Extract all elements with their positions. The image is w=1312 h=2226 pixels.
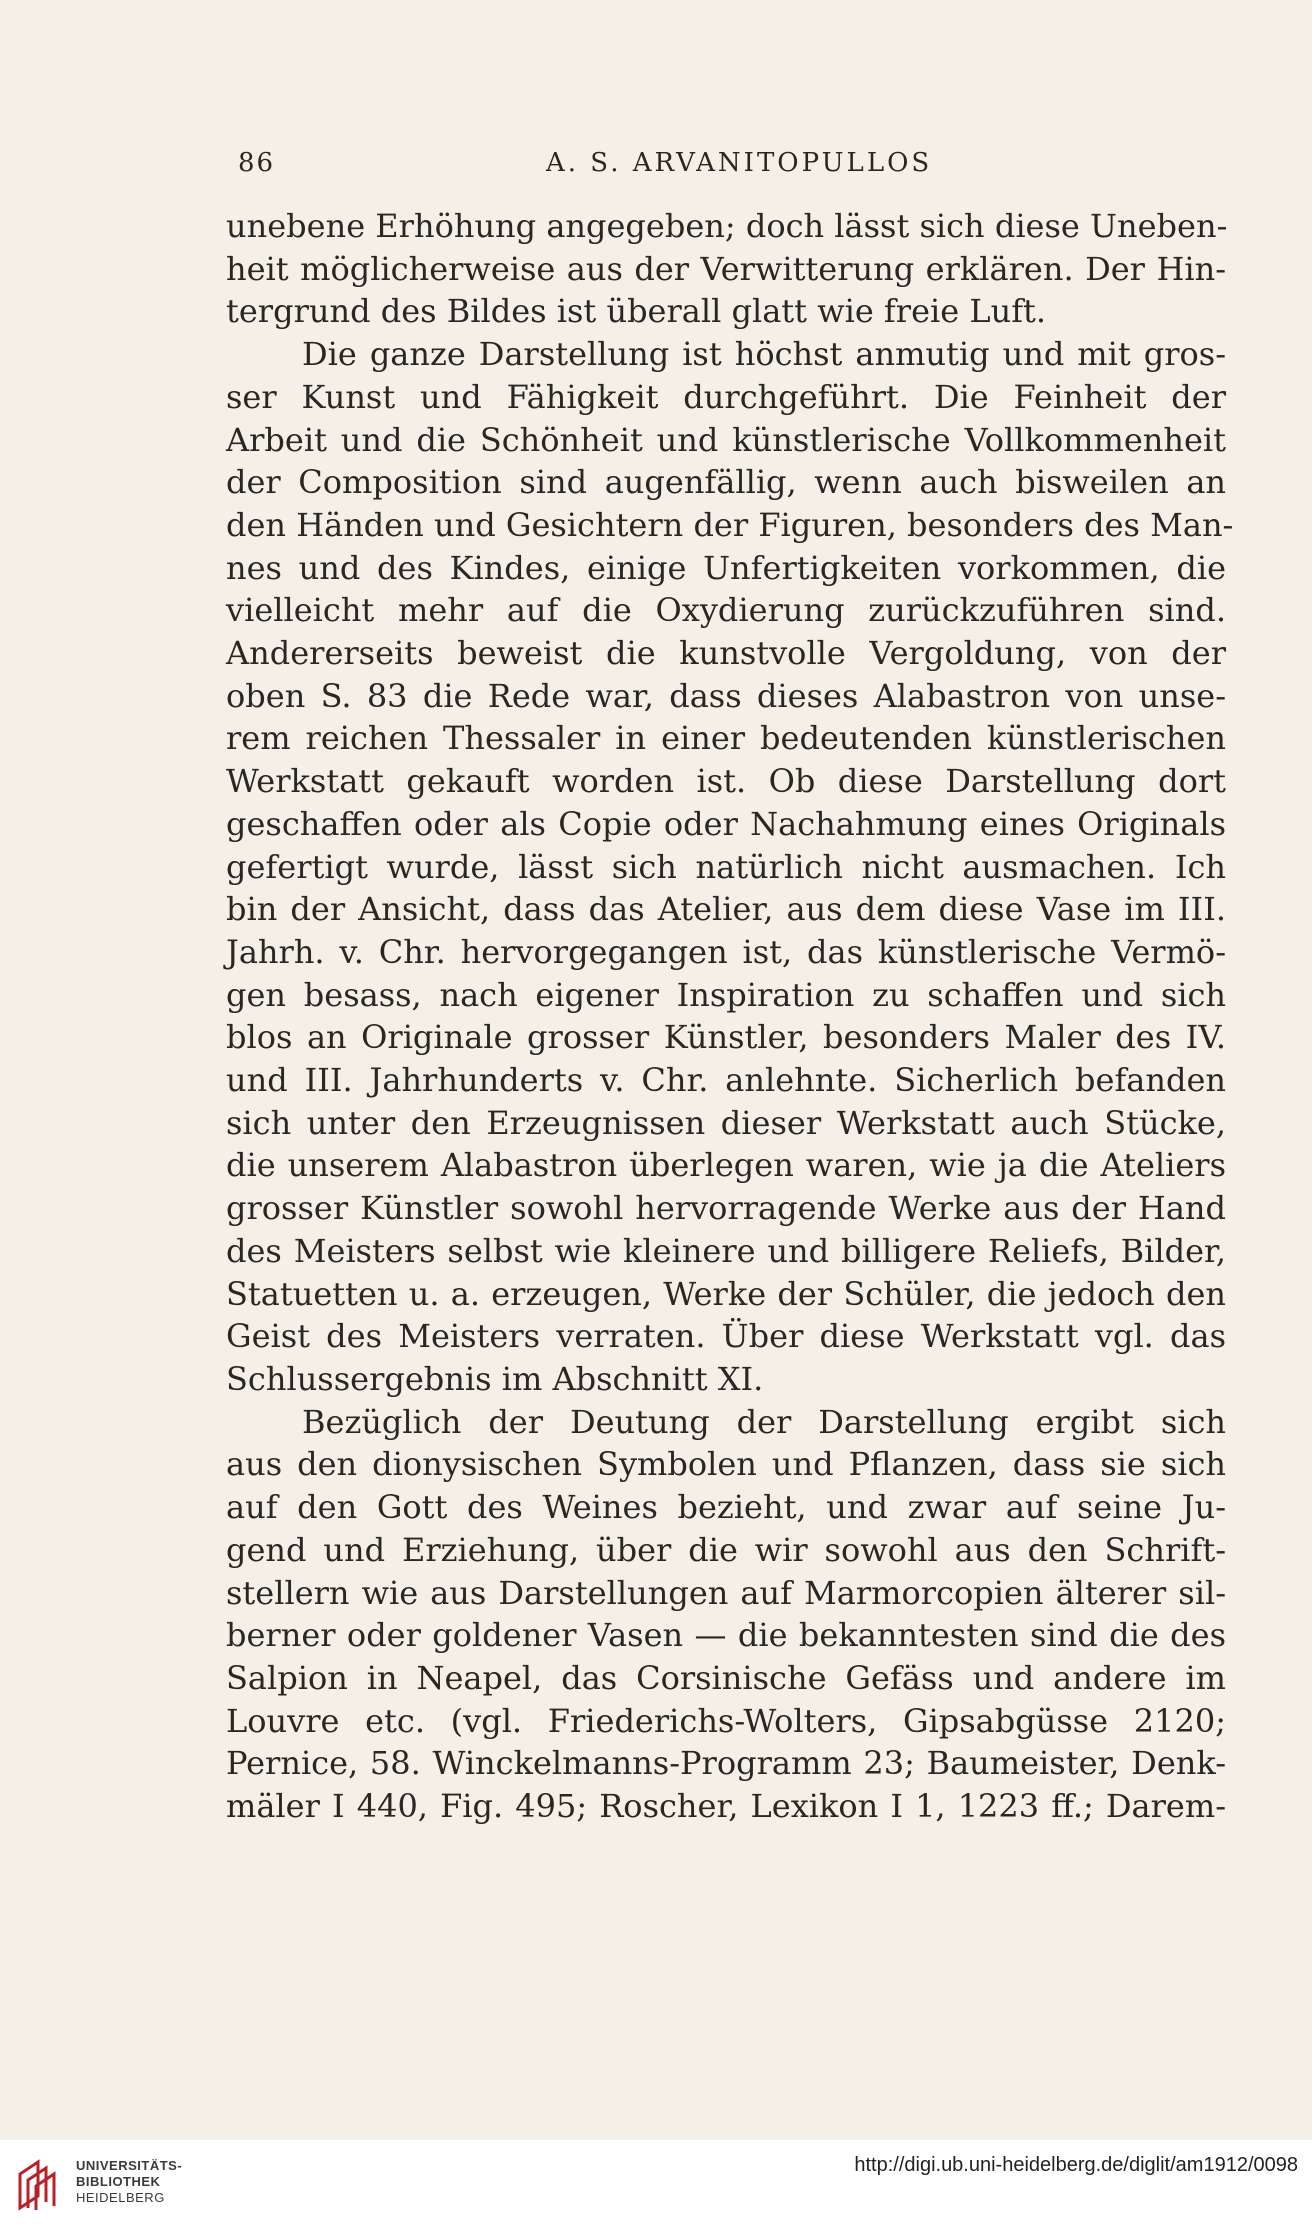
library-name-line: BIBLIOTHEK: [76, 2174, 161, 2189]
library-name: [76, 2158, 182, 2206]
text-line: sich unter den Erzeugnissen dieser Werkstatt auch Stücke,: [226, 1103, 1226, 1142]
text-line: geschaffen oder als Copie oder Nachahmung eines Originals: [226, 804, 1226, 843]
text-line: die unserem Alabastron überlegen waren, wie ja die Ateliers: [226, 1146, 1226, 1185]
text-line: Statuetten u. a. erzeugen, Werke der Schüler, die jedoch den: [226, 1274, 1226, 1313]
text-line: unebene Erhöhung angegeben; doch lässt sich diese Uneben-: [226, 207, 1228, 245]
text-line: gen besass, nach eigener Inspiration zu schaffen und sich: [226, 975, 1226, 1014]
text-line: der Composition sind augenfällig, wenn auch bisweilen an: [226, 463, 1226, 502]
text-line: grosser Künstler sowohl hervorragende Werke aus der Hand: [226, 1189, 1226, 1228]
text-line: Geist des Meisters verraten. Über diese Werkstatt vgl. das: [226, 1317, 1226, 1356]
text-line: ser Kunst und Fähigkeit durchgeführt. Die Feinheit der: [226, 377, 1226, 416]
text-line: gefertigt wurde, lässt sich natürlich nicht ausmachen. Ich: [226, 847, 1226, 886]
text-line: Schlussergebnis im Abschnitt XI.: [226, 1359, 764, 1398]
text-line: mäler I 440, Fig. 495; Roscher, Lexikon I 1, 1223 ff.; Darem-: [226, 1787, 1226, 1826]
text-line: Bezüglich der Deutung der Darstellung ergibt sich: [302, 1402, 1226, 1441]
body-text: [226, 205, 1234, 1828]
viewer-footer: [0, 2140, 1312, 2226]
library-logo-icon: [14, 2154, 66, 2214]
text-line: Die ganze Darstellung ist höchst anmutig und mit gros-: [302, 335, 1226, 374]
text-line: und III. Jahrhunderts v. Chr. anlehnte. Sicherlich befanden: [226, 1061, 1226, 1100]
text-line: rem reichen Thessaler in einer bedeutenden künstlerischen: [226, 719, 1226, 758]
library-name-line: UNIVERSITÄTS-: [76, 2158, 183, 2173]
text-line: Jahrh. v. Chr. hervorgegangen ist, das künstlerische Vermö-: [226, 932, 1226, 971]
text-line: berner oder goldener Vasen — die bekanntesten sind die des: [226, 1616, 1226, 1655]
text-line: den Händen und Gesichtern der Figuren, besonders des Man-: [226, 505, 1234, 544]
text-line: des Meisters selbst wie kleinere und billigere Reliefs, Bilder,: [226, 1231, 1226, 1270]
text-line: blos an Originale grosser Künstler, besonders Maler des IV.: [226, 1018, 1226, 1057]
text-line: auf den Gott des Weines bezieht, und zwar auf seine Ju-: [226, 1488, 1226, 1527]
library-name-line: HEIDELBERG: [76, 2190, 165, 2205]
running-title: A. S. ARVANITOPULLOS: [546, 148, 933, 178]
text-line: Louvre etc. (vgl. Friederichs-Wolters, Gipsabgüsse 2120;: [226, 1701, 1226, 1740]
page-header: [238, 148, 1228, 188]
text-line: Werkstatt gekauft worden ist. Ob diese Darstellung dort: [226, 762, 1226, 801]
text-line: Arbeit und die Schönheit und künstlerische Vollkommenheit: [226, 420, 1226, 459]
text-line: tergrund des Bildes ist überall glatt wie freie Luft.: [226, 292, 1047, 331]
text-line: nes und des Kindes, einige Unfertigkeiten vorkommen, die: [226, 548, 1226, 587]
text-line: Andererseits beweist die kunstvolle Vergoldung, von der: [226, 634, 1226, 673]
text-line: Pernice, 58. Winckelmanns-Programm 23; Baumeister, Denk-: [226, 1744, 1226, 1783]
text-line: oben S. 83 die Rede war, dass dieses Alabastron von unse-: [226, 676, 1226, 715]
page-number: 86: [238, 148, 276, 178]
permalink-url[interactable]: http://digi.ub.uni-heidelberg.de/diglit/am1912/0098: [854, 2154, 1298, 2176]
text-line: aus den dionysischen Symbolen und Pflanzen, dass sie sich: [226, 1445, 1226, 1484]
text-line: bin der Ansicht, dass das Atelier, aus dem diese Vase im III.: [226, 890, 1226, 929]
text-line: Salpion in Neapel, das Corsinische Gefäss und andere im: [226, 1658, 1226, 1697]
text-line: stellern wie aus Darstellungen auf Marmorcopien älterer sil-: [226, 1573, 1226, 1612]
text-line: heit möglicherweise aus der Verwitterung erklären. Der Hin-: [226, 249, 1226, 288]
text-line: gend und Erziehung, über die wir sowohl aus den Schrift-: [226, 1530, 1226, 1569]
text-line: vielleicht mehr auf die Oxydierung zurückzuführen sind.: [226, 591, 1226, 630]
